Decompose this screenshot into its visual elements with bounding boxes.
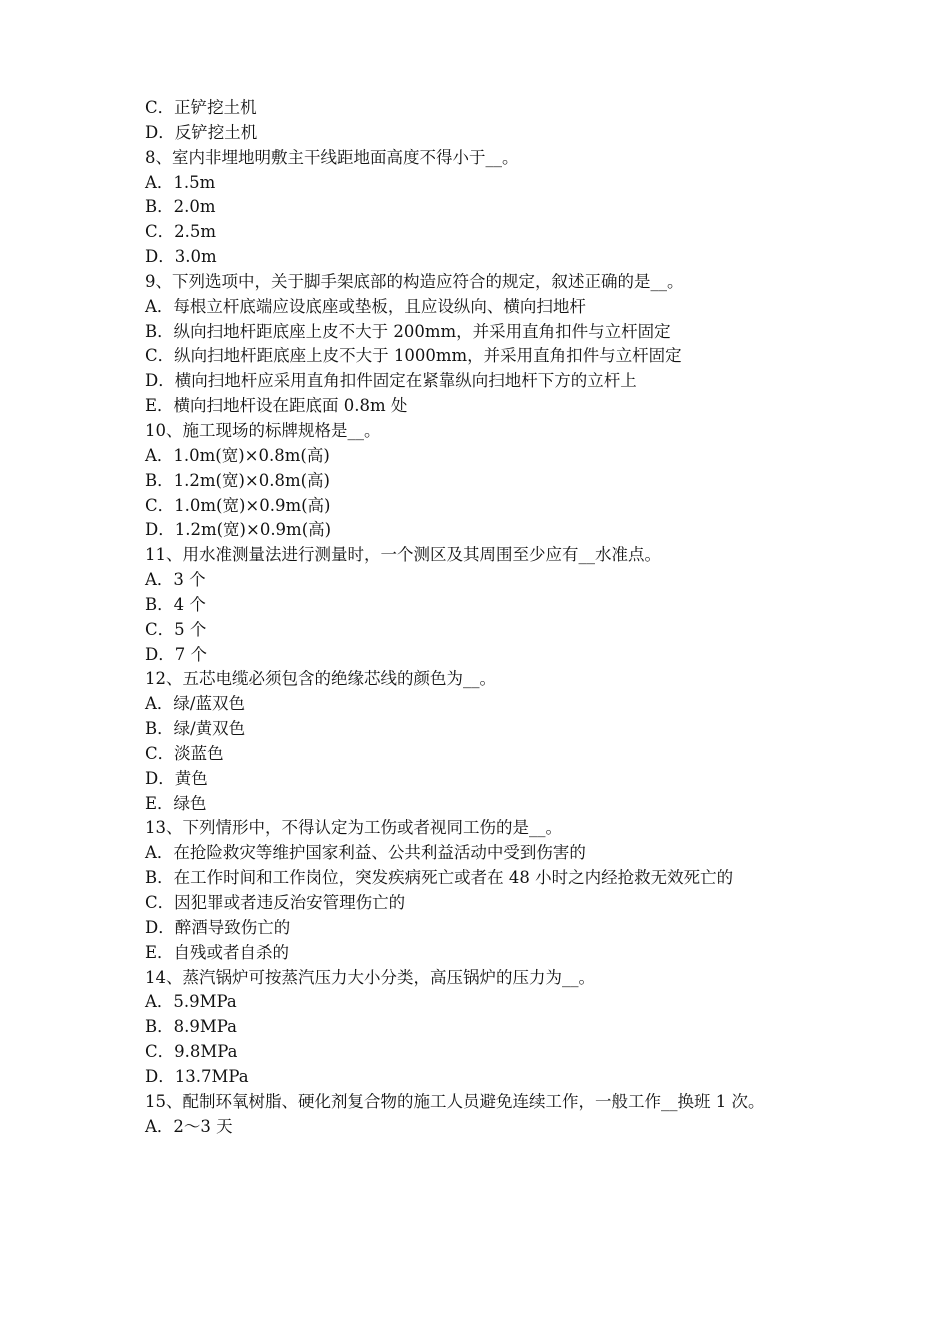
option-d-q14: D．13.7MPa <box>145 1066 249 1086</box>
option-e-q12: E．绿色 <box>145 793 207 813</box>
option-d-q9: D．横向扫地杆应采用直角扣件固定在紧靠纵向扫地杆下方的立杆上 <box>145 371 637 391</box>
option-c-q8: C．2.5m <box>145 222 217 242</box>
option-b-q10: B．1.2m(宽)×0.8m(高) <box>145 470 330 490</box>
question-11: 11、用水准测量法进行测量时，一个测区及其周围至少应有__水准点。 <box>145 545 661 565</box>
option-a-q14: A．5.9MPa <box>145 992 237 1012</box>
option-d-q12: D．黄色 <box>145 768 208 788</box>
option-c-q14: C．9.8MPa <box>145 1042 238 1062</box>
option-a-q13: A．在抢险救灾等维护国家利益、公共利益活动中受到伤害的 <box>145 843 586 863</box>
question-13: 13、下列情形中，不得认定为工伤或者视同工伤的是__。 <box>145 818 562 838</box>
option-a-q10: A．1.0m(宽)×0.8m(高) <box>145 445 330 465</box>
option-c-q12: C．淡蓝色 <box>145 743 224 763</box>
question-15: 15、配制环氧树脂、硬化剂复合物的施工人员避免连续工作，一般工作__换班 1 次。 <box>145 1091 765 1111</box>
option-a-q8: A．1.5m <box>145 172 216 192</box>
option-d-q10: D．1.2m(宽)×0.9m(高) <box>145 520 332 540</box>
question-9: 9、下列选项中，关于脚手架底部的构造应符合的规定，叙述正确的是__。 <box>145 271 684 291</box>
question-14: 14、蒸汽锅炉可按蒸汽压力大小分类，高压锅炉的压力为__。 <box>145 967 595 987</box>
option-b-q8: B．2.0m <box>145 197 216 217</box>
option-a-q11: A．3 个 <box>145 570 206 590</box>
option-b-q9: B．纵向扫地杆距底座上皮不大于 200mm，并采用直角扣件与立杆固定 <box>145 321 671 341</box>
option-e-q9: E．横向扫地杆设在距底面 0.8m 处 <box>145 396 408 416</box>
option-c-q9: C．纵向扫地杆距底座上皮不大于 1000mm，并采用直角扣件与立杆固定 <box>145 346 682 366</box>
option-e-q13: E．自残或者自杀的 <box>145 942 290 962</box>
option-c-q11: C．5 个 <box>145 619 207 639</box>
option-c-q10: C．1.0m(宽)×0.9m(高) <box>145 495 331 515</box>
option-b-q14: B．8.9MPa <box>145 1017 237 1037</box>
option-b-q13: B．在工作时间和工作岗位，突发疾病死亡或者在 48 小时之内经抢救无效死亡的 <box>145 868 734 888</box>
option-d-q11: D．7 个 <box>145 644 207 664</box>
option-a-q12: A．绿/蓝双色 <box>145 694 245 714</box>
option-a-q15: A．2～3 天 <box>145 1116 233 1136</box>
option-c-q13: C．因犯罪或者违反治安管理伤亡的 <box>145 893 406 912</box>
option-d-q7: D．反铲挖土机 <box>145 122 258 142</box>
option-a-q9: A．每根立杆底端应设底座或垫板，且应设纵向、横向扫地杆 <box>145 296 586 316</box>
option-d-q13: D．醉酒导致伤亡的 <box>145 917 291 937</box>
question-12: 12、五芯电缆必须包含的绝缘芯线的颜色为__。 <box>145 669 496 689</box>
option-c-q7: C．正铲挖土机 <box>145 98 257 117</box>
question-10: 10、施工现场的标牌规格是__。 <box>145 420 381 440</box>
option-d-q8: D．3.0m <box>145 247 217 267</box>
option-b-q12: B．绿/黄双色 <box>145 719 246 739</box>
document-page <box>145 96 825 1139</box>
question-8: 8、室内非埋地明敷主干线距地面高度不得小于__。 <box>145 147 519 167</box>
option-b-q11: B．4 个 <box>145 594 206 614</box>
